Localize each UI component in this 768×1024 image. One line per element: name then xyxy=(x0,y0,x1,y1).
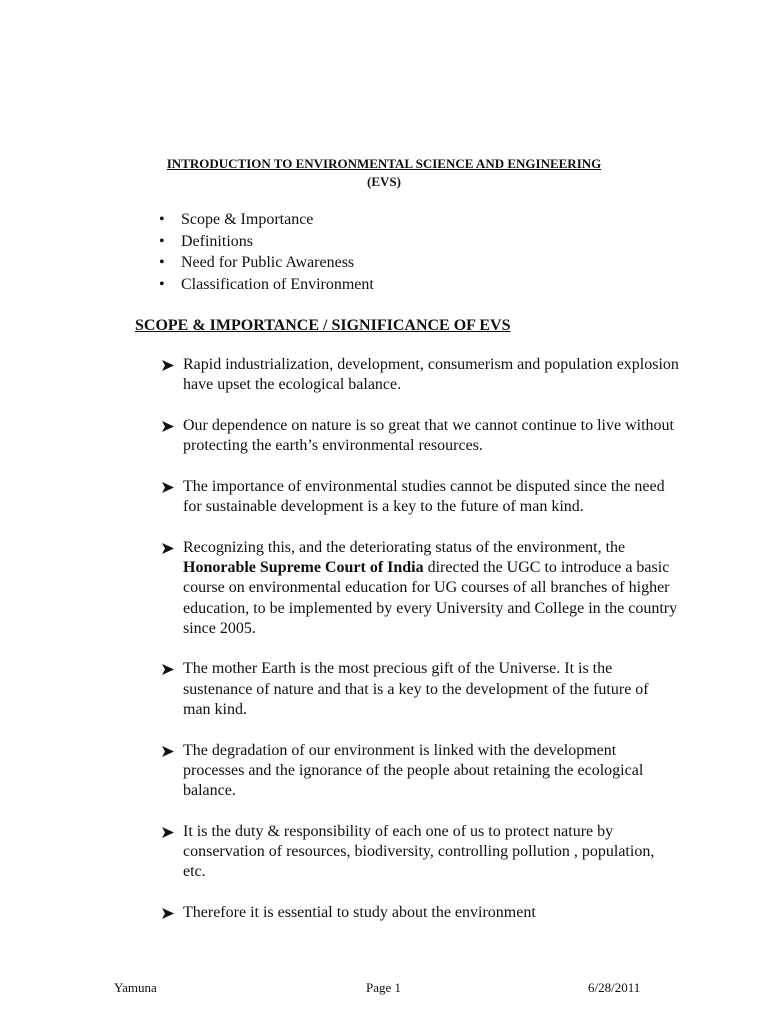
bullet-dot-icon: • xyxy=(159,275,165,293)
list-item xyxy=(160,477,680,518)
arrowhead-icon xyxy=(160,659,176,679)
point-text-rest: directed the UGC to introduce a basic course on environmental education for UG courses of all branches of higher education, to be implemented by every University and College in the country since 2005. xyxy=(183,558,678,637)
list-item xyxy=(160,416,680,457)
bullet-dot-icon: • xyxy=(159,232,165,250)
footer-date: 6/28/2011 xyxy=(588,980,641,995)
arrowhead-icon xyxy=(160,741,176,761)
list-item xyxy=(160,355,680,396)
arrowhead-icon xyxy=(160,416,176,436)
topic-label: Scope & Importance xyxy=(181,211,314,228)
list-item xyxy=(155,252,374,274)
point-text: The importance of environmental studies cannot be disputed since the need for sustainable development is a key to the future of man kind. xyxy=(183,477,665,516)
point-text: It is the duty & responsibility of each one of us to protect nature by conservation of resources, biodiversity, controlling pollution , population, etc. xyxy=(183,822,655,881)
topic-list xyxy=(155,209,374,295)
list-item xyxy=(155,274,374,296)
document-title-block xyxy=(0,155,768,191)
document-subtitle: (EVS) xyxy=(367,174,401,189)
section-heading: SCOPE & IMPORTANCE / SIGNIFICANCE OF EVS xyxy=(135,317,511,334)
footer-author: Yamuna xyxy=(114,980,157,995)
court-name: Honorable Supreme Court of India xyxy=(183,558,424,576)
list-item xyxy=(155,231,374,253)
point-text: The degradation of our environment is linked with the development processes and the ignorance of the people about retaining the ecological balance. xyxy=(183,741,644,800)
point-text-lead: Recognizing this, and the deteriorating status of the environment, the xyxy=(183,538,626,556)
document-title: INTRODUCTION TO ENVIRONMENTAL SCIENCE AND ENGINEERING xyxy=(166,156,602,171)
list-item xyxy=(160,538,680,639)
bullet-dot-icon: • xyxy=(159,254,165,271)
arrowhead-icon xyxy=(160,822,176,842)
arrowhead-icon xyxy=(160,477,176,497)
bullet-dot-icon: • xyxy=(159,211,165,228)
list-item xyxy=(160,741,680,802)
arrowhead-icon xyxy=(160,538,176,558)
list-item xyxy=(160,659,680,720)
list-item xyxy=(160,822,680,883)
topic-label: Classification of Environment xyxy=(181,275,374,293)
scope-point-list xyxy=(160,355,680,944)
arrowhead-icon xyxy=(160,355,176,375)
list-item xyxy=(155,209,374,231)
topic-label: Definitions xyxy=(181,232,253,250)
topic-label: Need for Public Awareness xyxy=(181,254,355,271)
arrowhead-icon xyxy=(160,903,176,923)
point-text: Rapid industrialization, development, consumerism and population explosion have upset the ecological balance. xyxy=(183,356,679,394)
point-text: The mother Earth is the most precious gift of the Universe. It is the sustenance of nature and that is a key to the development of the future of man kind. xyxy=(183,660,649,719)
point-text: Therefore it is essential to study about the environment xyxy=(183,904,536,922)
point-text: Our dependence on nature is so great that we cannot continue to live without protecting the earth’s environmental resources. xyxy=(183,416,674,455)
list-item xyxy=(160,903,680,923)
footer-page-number: Page 1 xyxy=(366,980,402,995)
